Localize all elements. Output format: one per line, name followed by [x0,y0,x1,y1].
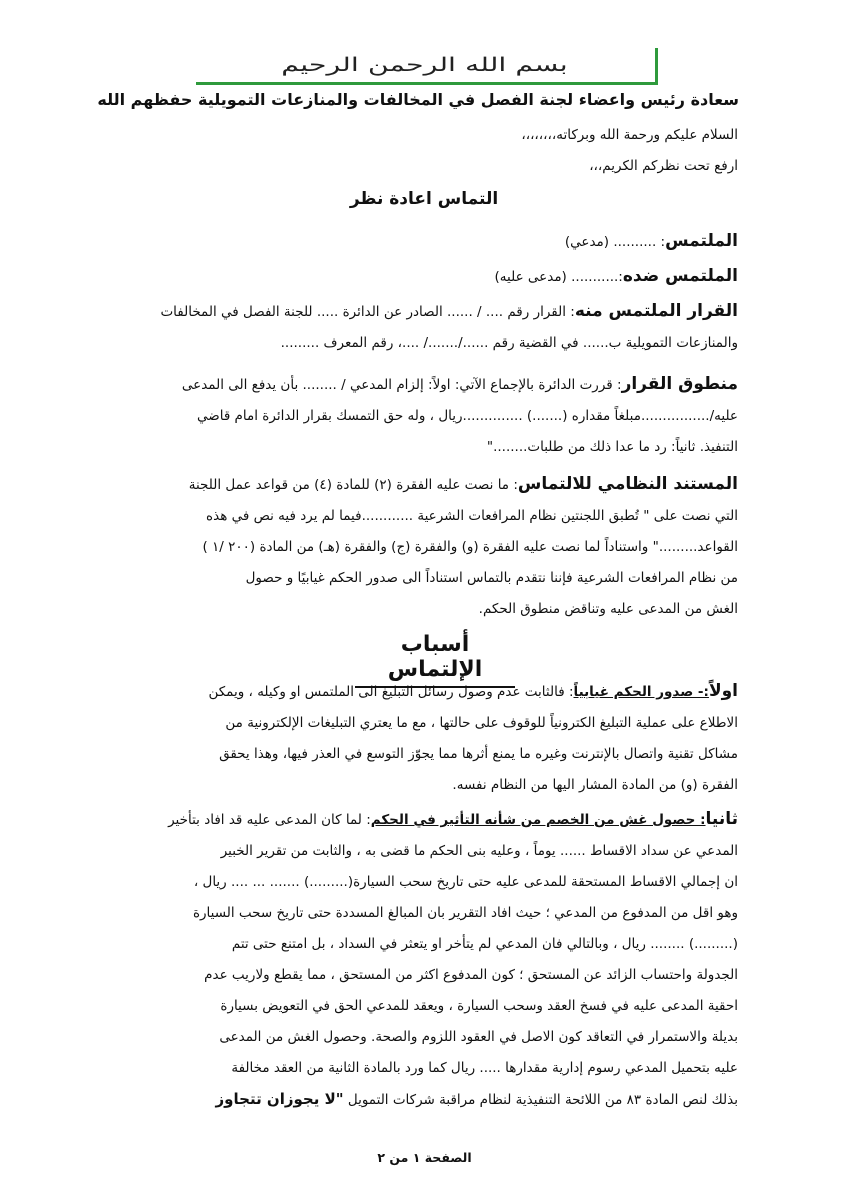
ruling-paragraph [118,369,738,463]
greeting-line: السلام عليكم ورحمة الله وبركاته،،،،،،،، [521,127,738,143]
respondent-label: الملتمس ضده [622,266,738,286]
header-green-corner [655,48,658,85]
legal-basis-text-3: القواعد........." واستناداً لما نصت عليه الفقرة (و) والفقرة (ج) والفقرة (هـ) من المادة (٢٠٠ /١ ) [202,539,738,555]
decision-text-1: : القرار رقم .... / ...... الصادر عن الدائرة ..... للجنة الفصل في المخالفات [160,304,575,320]
addressee-line: سعادة رئيس واعضاء لجنة الفصل في المخالفات والمنازعات التمويلية حفظهم الله [97,90,739,109]
reason-two-heading: : حصول غش من الخصم من شأنه التأثير في الحكم [370,812,706,828]
bismillah-calligraphy: بسم الله الرحمن الرحيم [280,54,568,76]
page-number-footer: الصفحة ١ من ٢ [377,1150,472,1165]
ruling-text-3: التنفيذ. ثانياً: رد ما عدا ذلك من طلبات........" [486,439,738,455]
legal-basis-text-4: من نظام المرافعات الشرعية فإننا نتقدم بالتماس استناداً الى صدور الحكم غيابيًا و حصول [245,570,738,586]
bismillah-header [190,48,658,82]
reason-one-text-3: مشاكل تقنية واتصال بالإنترنت وغيره ما يمنع أثرها مما يجوّز التوسع في العذر فيها، وهذا يحقق [219,746,738,762]
reason-two-line: (.........) ........ ريال ، وبالتالي فان المدعي لم يتأخر او يتعثر في السداد ، بل امتنع حتى تتم [231,936,738,952]
legal-basis-paragraph [118,469,738,625]
reason-two-line: وهو اقل من المدفوع من المدعي ؛ حيث افاد التقرير بان المبالغ المسددة حتى تاريخ سحب السيارة [192,905,738,921]
legal-basis-text-2: التي نصت على " تُطبق اللجنتين نظام المرافعات الشرعية ............فيما لم يرد فيه نص في هذه [206,508,738,524]
reason-two-number: ثانيا [705,809,738,829]
reason-two-last-text: بذلك لنص المادة ٨٣ من اللائحة التنفيذية لنظام مراقبة شركات التمويل [343,1092,738,1108]
ruling-text-1: : قررت الدائرة بالإجماع الآتي: اولاً: إلزام المدعي / ........ بأن يدفع الى المدعى [181,377,622,393]
reason-one-text-1: : فالثابت عدم وصول رسائل التبليغ الى الملتمس او وكيله ، ويمكن [208,684,574,700]
reason-two-line: بديلة والاستمرار في التعاقد كون الاصل في العقود اللزوم والصحة. وحصول الغش من المدعى [219,1029,738,1045]
reason-two-line: ان إجمالي الاقساط المستحقة للمدعى عليه حتى تاريخ سحب السيارة(.........) ....... ... .... ريال ، [193,874,738,890]
reason-one-text-4: الفقرة (و) من المادة المشار اليها من النظام نفسه. [452,777,738,793]
ruling-text-2: عليه/................مبلغاً مقداره (.......) ..............ريال ، وله حق التمسك بقرار الدائرة امام قاضي [196,408,738,424]
header-green-rule [196,82,658,85]
legal-basis-text-1: : ما نصت عليه الفقرة (٢) للمادة (٤) من قواعد عمل اللجنة [188,477,518,493]
submission-line: ارفع تحت نظركم الكريم،،، [589,158,738,174]
petitioner-value: : .......... (مدعي) [564,234,666,250]
decision-text-2: والمنازعات التمويلية ب...... في القضية رقم ....../......./ ....، رقم المعرف ......... [280,335,738,351]
reasons-heading: أسباب الإلتماس [355,632,515,688]
respondent-line [118,261,738,293]
reason-one-paragraph [118,676,738,801]
reason-two-line: الجدولة واحتساب الزائد عن المستحق ؛ كون المدفوع اكثر من المستحق ، مما يقطع ولاريب عدم [204,967,738,983]
reason-one-heading: :- صدور الحكم غيابياً [573,684,709,700]
legal-basis-label: المستند النظامي للالتماس [517,474,738,494]
reason-two-paragraph [118,804,738,1116]
reason-one-text-2: الاطلاع على عملية التبليغ الكترونياً للوقوف على حالتها ، مع ما يعتري التبليغات الإلكترونية من [225,715,738,731]
reason-one-number: اولاً [708,681,738,701]
ruling-label: منطوق القرار [621,374,738,394]
decision-paragraph [118,296,738,359]
decision-label: القرار الملتمس منه [574,301,738,321]
respondent-value: :........... (مدعى عليه) [494,269,623,285]
legal-basis-text-5: الغش من المدعى عليه وتناقض منطوق الحكم. [478,601,738,617]
petitioner-line [118,226,738,258]
reason-two-line: المدعي عن سداد الاقساط ...... يوماً ، وعليه بنى الحكم ما قضى به ، والثابت من تقرير الخبير [220,843,738,859]
reason-two-line: عليه بتحميل المدعي رسوم إدارية مقدارها ..... ريال كما ورد بالمادة الثانية من العقد مخالفة [231,1060,738,1076]
reason-two-last-bold: "لا يجوزان تتجاوز [215,1090,344,1108]
petitioner-label: الملتمس [665,231,738,251]
reason-two-text-1: : لما كان المدعى عليه قد افاد بتأخير [168,812,371,828]
document-title: التماس اعادة نظر [349,189,499,209]
reason-two-line: احقية المدعى عليه في فسخ العقد وسحب السيارة ، ويعقد للمدعي الحق في التعويض بسيارة [220,998,738,1014]
